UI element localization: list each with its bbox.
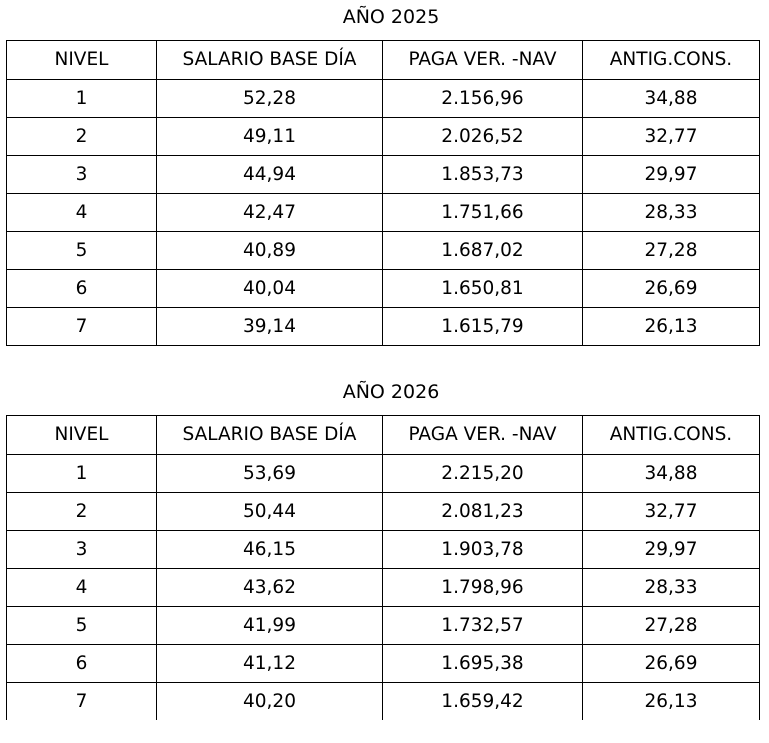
cell-nivel: 7 [7,308,157,346]
table-header-row [7,416,760,455]
cell-paga-ver-nav: 1.659,42 [383,683,583,721]
cell-nivel: 7 [7,683,157,721]
table-row [7,270,760,308]
cell-salario-base-dia: 46,15 [157,531,383,569]
table-row [7,531,760,569]
cell-antig-cons: 28,33 [583,194,760,232]
cell-paga-ver-nav: 1.687,02 [383,232,583,270]
cell-salario-base-dia: 52,28 [157,80,383,118]
cell-nivel: 3 [7,156,157,194]
cell-antig-cons: 29,97 [583,156,760,194]
cell-salario-base-dia: 41,12 [157,645,383,683]
cell-antig-cons: 26,69 [583,270,760,308]
table-row [7,683,760,721]
cell-salario-base-dia: 44,94 [157,156,383,194]
cell-salario-base-dia: 53,69 [157,455,383,493]
cell-paga-ver-nav: 1.732,57 [383,607,583,645]
table-header-row [7,41,760,80]
cell-salario-base-dia: 40,04 [157,270,383,308]
table-row [7,645,760,683]
cell-paga-ver-nav: 1.903,78 [383,531,583,569]
cell-antig-cons: 26,13 [583,683,760,721]
cell-paga-ver-nav: 1.695,38 [383,645,583,683]
cell-paga-ver-nav: 1.650,81 [383,270,583,308]
table-row [7,493,760,531]
header-antig-cons: ANTIG.CONS. [583,41,760,80]
cell-salario-base-dia: 40,89 [157,232,383,270]
cell-nivel: 4 [7,194,157,232]
cell-paga-ver-nav: 2.081,23 [383,493,583,531]
table-row [7,80,760,118]
cell-antig-cons: 28,33 [583,569,760,607]
cell-antig-cons: 32,77 [583,118,760,156]
cell-antig-cons: 34,88 [583,455,760,493]
cell-nivel: 5 [7,607,157,645]
header-paga-ver-nav: PAGA VER. -NAV [383,416,583,455]
cell-salario-base-dia: 43,62 [157,569,383,607]
cell-nivel: 3 [7,531,157,569]
cell-nivel: 5 [7,232,157,270]
year-title: AÑO 2026 [342,381,440,403]
cell-paga-ver-nav: 2.215,20 [383,455,583,493]
header-antig-cons: ANTIG.CONS. [583,416,760,455]
cell-antig-cons: 26,69 [583,645,760,683]
cell-paga-ver-nav: 1.615,79 [383,308,583,346]
header-paga-ver-nav: PAGA VER. -NAV [383,41,583,80]
cell-antig-cons: 26,13 [583,308,760,346]
cell-nivel: 6 [7,270,157,308]
cell-paga-ver-nav: 1.751,66 [383,194,583,232]
cell-paga-ver-nav: 1.798,96 [383,569,583,607]
salary-table [6,415,760,720]
cell-salario-base-dia: 42,47 [157,194,383,232]
header-salario-base-dia: SALARIO BASE DÍA [157,416,383,455]
table-row [7,194,760,232]
header-nivel: NIVEL [7,41,157,80]
cell-nivel: 2 [7,118,157,156]
cell-paga-ver-nav: 1.853,73 [383,156,583,194]
cell-antig-cons: 27,28 [583,232,760,270]
cell-antig-cons: 29,97 [583,531,760,569]
cell-nivel: 2 [7,493,157,531]
table-row [7,156,760,194]
table-row [7,607,760,645]
salary-table [6,40,760,346]
cell-nivel: 4 [7,569,157,607]
header-salario-base-dia: SALARIO BASE DÍA [157,41,383,80]
cell-paga-ver-nav: 2.156,96 [383,80,583,118]
cell-salario-base-dia: 50,44 [157,493,383,531]
cell-antig-cons: 32,77 [583,493,760,531]
cell-salario-base-dia: 39,14 [157,308,383,346]
cell-antig-cons: 34,88 [583,80,760,118]
cell-salario-base-dia: 49,11 [157,118,383,156]
cell-salario-base-dia: 40,20 [157,683,383,721]
cell-paga-ver-nav: 2.026,52 [383,118,583,156]
cell-nivel: 6 [7,645,157,683]
cell-nivel: 1 [7,455,157,493]
year-title: AÑO 2025 [342,6,440,28]
cell-nivel: 1 [7,80,157,118]
table-row [7,308,760,346]
table-row [7,118,760,156]
table-row [7,232,760,270]
cell-salario-base-dia: 41,99 [157,607,383,645]
header-nivel: NIVEL [7,416,157,455]
cell-antig-cons: 27,28 [583,607,760,645]
table-row [7,569,760,607]
table-row [7,455,760,493]
